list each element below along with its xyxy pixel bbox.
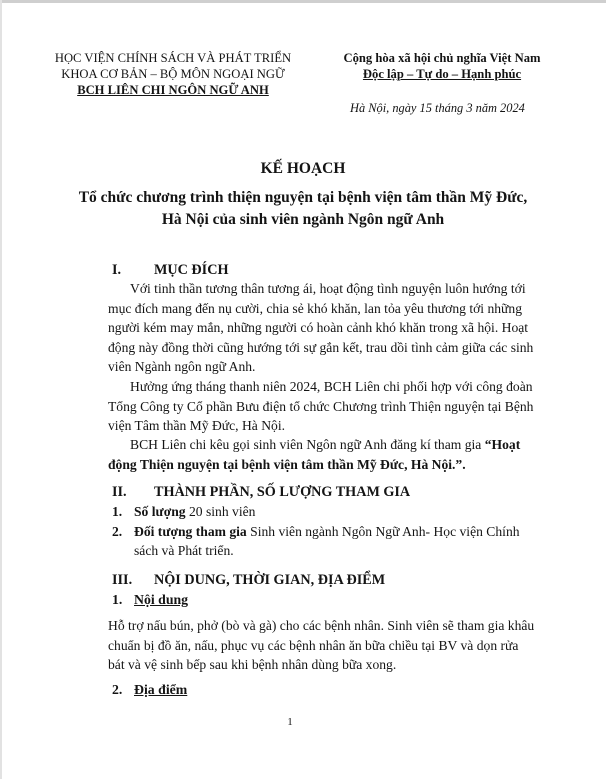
sub-1-label: Nội dung bbox=[134, 592, 189, 607]
sub-1-number: 1. bbox=[112, 592, 123, 607]
section-2-title: THÀNH PHẦN, SỐ LƯỢNG THAM GIA bbox=[154, 484, 411, 500]
section-2-heading bbox=[112, 484, 410, 501]
item-2-text-line-2: sách và Phát triển. bbox=[134, 543, 234, 558]
section-1-paragraph-1: Với tinh thần tương thân tương ái, hoạt động tình nguyện luôn hướng tới mục đích mang đến nụ cười, chia sẻ khó khăn, lan tỏa yêu thương tới những người kém may mắn, những người có hoàn cảnh khó khăn trong xã hội. Hoạt động này đồng thời cũng hướng tới sự gắn kết, trau dồi tình cảm giữa các sinh viên Ngành ngôn ngữ Anh. bbox=[108, 281, 534, 374]
section-2-item-2 bbox=[112, 524, 520, 540]
section-1-paragraph-3-bold: “Hoạt động Thiện nguyện tại bệnh viện tâm thần Mỹ Đức, Hà Nội.”. bbox=[108, 437, 521, 472]
item-1-label: Số lượng bbox=[134, 504, 186, 519]
national-motto bbox=[316, 50, 568, 82]
section-3-content-paragraph: Hỗ trợ nấu bún, phở (bò và gà) cho các bệnh nhân. Sinh viên sẽ tham gia khâu chuẩn bị đồ ăn, nấu, phục vụ các bệnh nhân ăn bữa chiều tại BV và dọn rửa bát và vệ sinh bếp sau khi bệnh nhân dùng bữa xong. bbox=[108, 618, 535, 672]
sub-2-number: 2. bbox=[112, 682, 123, 697]
section-1-number: I. bbox=[112, 262, 122, 278]
motto-line-1: Cộng hòa xã hội chủ nghĩa Việt Nam bbox=[343, 51, 541, 65]
organization-header bbox=[44, 50, 302, 98]
section-1-heading bbox=[112, 262, 228, 279]
motto-line-2: Độc lập – Tự do – Hạnh phúc bbox=[362, 67, 522, 81]
document-title: KẾ HOẠCH bbox=[260, 160, 346, 177]
section-3-number: III. bbox=[112, 572, 133, 588]
subtitle-line-1: Tổ chức chương trình thiện nguyện tại bệnh viện tâm thần Mỹ Đức, bbox=[78, 189, 528, 206]
section-1-paragraph-3-text: BCH Liên chi kêu gọi sinh viên Ngôn ngữ Anh đăng kí tham gia bbox=[130, 437, 485, 452]
sub-2-label: Địa điểm bbox=[134, 682, 188, 697]
subtitle-line-2: Hà Nội của sinh viên ngành Ngôn ngữ Anh bbox=[161, 211, 445, 228]
document-date: Hà Nội, ngày 15 tháng 3 năm 2024 bbox=[350, 101, 525, 115]
item-2-label: Đối tượng tham gia bbox=[134, 524, 247, 539]
section-1-paragraph-2: Hưởng ứng tháng thanh niên 2024, BCH Liên chi phối hợp với công đoàn Tổng Công ty Cổ phần Bưu điện tổ chức Chương trình Thiện nguyện tại Bệnh viện Tâm thần Mỹ Đức, Hà Nội. bbox=[108, 379, 534, 433]
section-3-heading bbox=[112, 572, 385, 589]
section-3-subheading-1 bbox=[112, 592, 188, 608]
item-1-text: 20 sinh viên bbox=[185, 504, 256, 519]
section-3-title: NỘI DUNG, THỜI GIAN, ĐỊA ĐIỂM bbox=[154, 572, 386, 588]
org-line-3: BCH LIÊN CHI NGÔN NGỮ ANH bbox=[77, 83, 269, 97]
item-1-number: 1. bbox=[112, 504, 123, 519]
section-1-paragraph-3 bbox=[108, 435, 536, 474]
section-2-item-1 bbox=[112, 504, 255, 520]
org-line-2: KHOA CƠ BẢN – BỘ MÔN NGOẠI NGỮ bbox=[61, 67, 285, 81]
org-line-1: HỌC VIỆN CHÍNH SÁCH VÀ PHÁT TRIỂN bbox=[54, 51, 292, 65]
item-2-number: 2. bbox=[112, 524, 123, 539]
section-1-title: MỤC ĐÍCH bbox=[154, 262, 229, 278]
page-number: 1 bbox=[287, 716, 293, 728]
item-2-text-line-1: Sinh viên ngành Ngôn Ngữ Anh- Học viện Chính bbox=[246, 524, 520, 539]
section-3-subheading-2 bbox=[112, 682, 187, 698]
section-2-number: II. bbox=[112, 484, 127, 500]
document-subtitle bbox=[0, 187, 606, 231]
